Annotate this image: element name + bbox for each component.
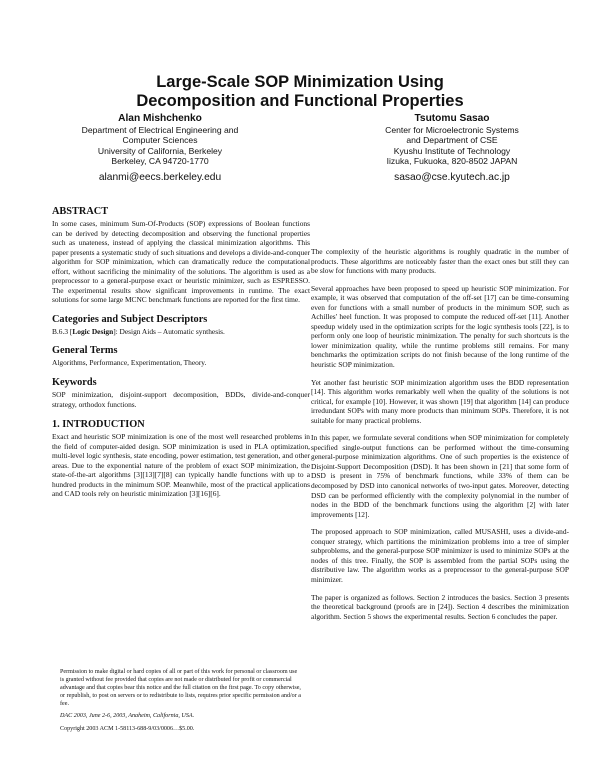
body-paragraph: The paper is organized as follows. Section 2 introduces the basics. Section 3 presents the theoretical background (proofs are in [24]). Section 4 describes the minimization algorithm. Section 5 shows the experimental results. Section 6 concludes the paper. <box>311 592 569 621</box>
general-terms-heading: General Terms <box>52 345 118 357</box>
abstract-text: In some cases, minimum Sum-Of-Products (SOP) expressions of Boolean functions can be derived by detecting decomposition and observing the functional properties such as unateness, instead of applying the classical minimization algorithms. This paper presents a systematic study of such situations and develops a divide-and-conquer algorithm for SOP minimization, which can dramatically reduce the computational effort, without sacrificing the minimality of the solutions. The algorithm is used as a preprocessor to a general-purpose exact or heuristic minimizer, such as ESPRESSO. The experimental results show significant improvements in runtime. The exact solutions for some large MCNC benchmark functions are reported for the first time. <box>52 219 310 305</box>
body-paragraph: The proposed approach to SOP minimization, called MUSASHI, uses a divide-and-conquer strategy, which partitions the minimization problems into a tree of simpler subproblems, and the general-purpose SOP minimizer is used to minimize SOPs at the nodes of this tree. Finally, the SOP is assembled from the partial SOPs using the distributive law. The algorithm works as a preprocessor to the general-purpose SOP minimizer. <box>311 527 569 584</box>
copyright-line: Copyright 2003 ACM 1-58113-688-9/03/0006…$5.00. <box>60 725 195 732</box>
conference-line <box>60 712 302 720</box>
author-affiliation-line: and Department of CSE <box>406 135 498 146</box>
right-column <box>311 247 569 629</box>
body-paragraph: Yet another fast heuristic SOP minimization algorithm uses the BDD representation [14]. This algorithm works remarkably well when the quality of the solutions is not critical, for example [10]. However, it was shown [19] that algorithm [14] can produce irredundant SOPs with many more products than minimum SOPs. Therefore, it is not suitable for many practical problems. <box>311 377 569 425</box>
introduction-text: Exact and heuristic SOP minimization is one of the most well researched problems in the field of computer-aided design. SOP minimization is used in PLA optimization, multi-level logic synthesis, state encoding, power estimation, test generation, and other areas. Due to the exponential nature of the problem of exact SOP minimization, the state-of-the-art algorithms [3][13][7][8] can typically handle functions with up to a hundred products in the minimum SOP. Meanwhile, most of the practical applications and CAD tools rely on heuristic minimization [3][16][6]. <box>52 432 310 499</box>
categories-text-bold: Logic Design <box>72 326 114 336</box>
author-block-2 <box>322 113 582 184</box>
author-affiliation-line: University of California, Berkeley <box>97 145 223 156</box>
general-terms-text: Algorithms, Performance, Experimentation, Theory. <box>52 358 207 368</box>
conference-details: , June 2-6, 2003, Anaheim, California, USA. <box>85 713 195 720</box>
permission-block <box>60 668 302 737</box>
body-paragraph: In this paper, we formulate several conditions when SOP minimization for completely specified single-output functions can be performed without the time-consuming general-purpose minimization algorithms. One of such properties is the existence of Disjoint-Support Decomposition (DSD). It has been shown in [21] that some form of DSD is present in 75% of benchmark functions, while 33% of them can be decomposed by DSD into canonical networks of two-input gates. Moreover, detecting DSD can be performed efficiently with the complexity polynomial in the number of nodes in the BDD of the benchmark functions using the algorithm [2] with later improvements [12]. <box>311 433 569 519</box>
categories-text-pre: B.6.3 [ <box>52 326 73 336</box>
body-paragraph: Several approaches have been proposed to speed up heuristic SOP minimization. For example, it was observed that computation of the off-set [17] can be time-consuming even for functions with a small number of products in the minimum SOP, such as Achilles' heel function. It was proposed to compute the reduced off-set [11]. Another speedup widely used in the optimization scripts for the logic synthesis tools [22], is to perform only one loop of heuristic minimization. The penalty for such shortcuts is the lower minimization quality, while the runtime problems still remains. For many benchmarks the optimization scripts do not finish because of the long runtime of the heuristic SOP minimization. <box>311 283 569 370</box>
author-block-1 <box>30 113 290 184</box>
permission-text: Permission to make digital or hard copies of all or part of this work for personal or classroom use is granted without fee provided that copies are not made or distributed for profit or commercial advantage and that copies bear this notice and the full citation on the first page. To copy otherwise, or republish, to post on servers or to redistribute to lists, requires prior specific permission and/or a fee. <box>60 669 301 708</box>
keywords-heading: Keywords <box>52 377 97 389</box>
categories-heading: Categories and Subject Descriptors <box>52 313 208 325</box>
author-affiliation-line: Iizuka, Fukuoka, 820-8502 JAPAN <box>386 156 518 167</box>
abstract-heading: ABSTRACT <box>52 206 109 217</box>
categories-text <box>52 327 310 337</box>
author-affiliation-line: Center for Microelectronic Systems <box>385 125 519 135</box>
conference-name: DAC 2003 <box>60 713 86 720</box>
author-affiliation-line: Berkeley, CA 94720-1770 <box>111 156 209 167</box>
author-affiliation-line: Kyushu Institute of Technology <box>393 145 511 156</box>
paper-title-line-2: Decomposition and Functional Properties <box>136 92 464 110</box>
author-name: Tsutomu Sasao <box>414 113 490 124</box>
introduction-heading: 1. INTRODUCTION <box>52 419 145 431</box>
categories-text-post: ]: Design Aids – Automatic synthesis. <box>113 326 225 336</box>
author-affiliation-line: Department of Electrical Engineering and <box>81 125 239 135</box>
left-column <box>52 206 310 499</box>
keywords-text: SOP minimization, disjoint-support decomposition, BDDs, divide-and-conquer strategy, orthodox functions. <box>52 390 310 409</box>
author-name: Alan Mishchenko <box>118 113 202 124</box>
body-paragraph: The complexity of the heuristic algorithms is roughly quadratic in the number of products. These algorithms are noticeably faster than the exact ones but still they can be slow for functions with many products. <box>311 247 569 276</box>
author-affiliation-line: Computer Sciences <box>122 135 198 146</box>
author-email: alanmi@eecs.berkeley.edu <box>98 171 222 183</box>
paper-title-line-1: Large-Scale SOP Minimization Using <box>156 73 444 91</box>
author-email: sasao@cse.kyutech.ac.jp <box>394 171 510 183</box>
